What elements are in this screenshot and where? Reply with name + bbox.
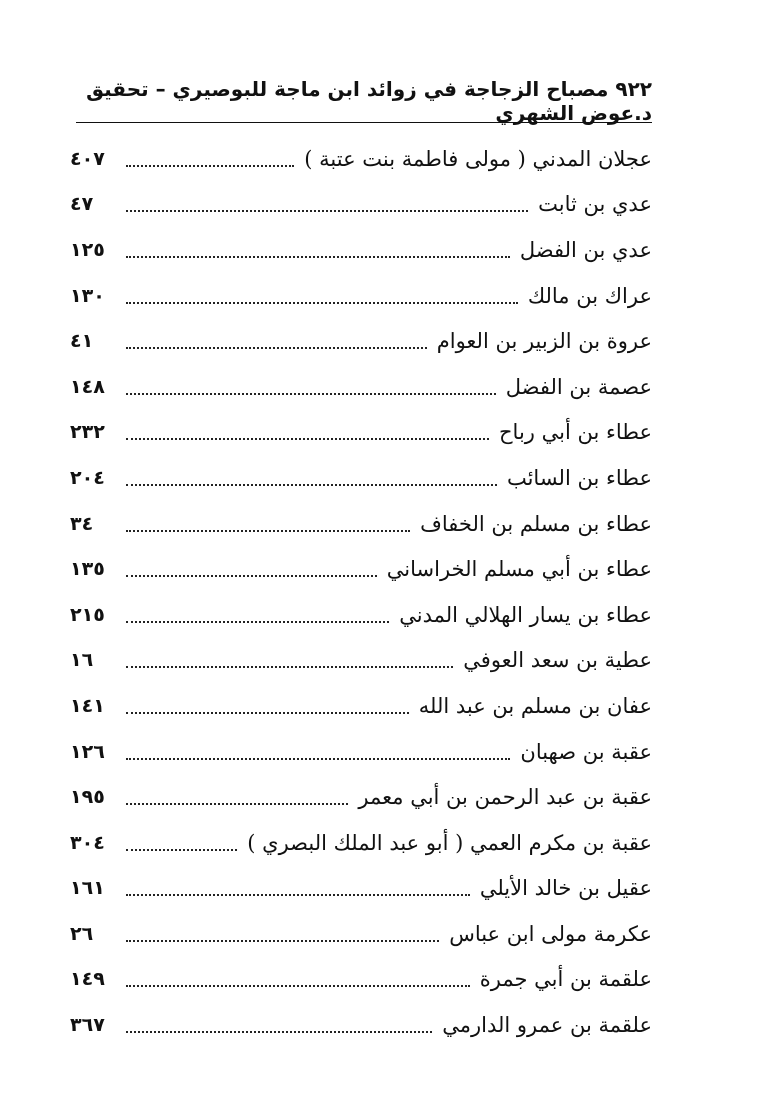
index-entry	[70, 501, 652, 547]
index-entry	[70, 364, 652, 410]
entry-leader-dots	[126, 712, 409, 714]
index-entry	[70, 957, 652, 1003]
entry-name: عراك بن مالك	[527, 283, 652, 308]
index-entry	[70, 820, 652, 866]
index-entry	[70, 774, 652, 820]
index-entry	[70, 273, 652, 319]
index-entry	[70, 227, 652, 273]
entry-name: عطية بن سعد العوفي	[463, 648, 652, 673]
entry-page-number: ٢٠٤	[70, 466, 105, 489]
entry-leader-dots	[126, 849, 237, 851]
entry-page-number: ٢١٥	[70, 603, 105, 626]
entry-name: عطاء بن مسلم بن الخفاف	[420, 511, 652, 536]
entry-name: علقمة بن عمرو الدارمي	[442, 1013, 652, 1038]
entry-page-number: ٣٤	[70, 512, 94, 535]
entry-leader-dots	[126, 347, 427, 349]
header-divider	[76, 122, 652, 123]
index-entries	[70, 136, 652, 1048]
running-header	[70, 77, 652, 125]
entry-page-number: ٢٣٢	[70, 421, 105, 444]
entry-name: عطاء بن أبي رباح	[498, 420, 652, 445]
index-entry	[70, 546, 652, 592]
index-entry	[70, 318, 652, 364]
index-entry	[70, 136, 652, 182]
entry-page-number: ١٣٠	[70, 284, 105, 307]
index-entry	[70, 638, 652, 684]
entry-page-number: ١٩٥	[70, 786, 105, 809]
entry-name: عقبة بن مكرم العمي ( أبو عبد الملك البصري )	[247, 830, 652, 855]
entry-leader-dots	[126, 666, 453, 668]
index-entry	[70, 866, 652, 912]
index-entry	[70, 911, 652, 957]
entry-leader-dots	[126, 393, 496, 395]
entry-page-number: ١٦١	[70, 877, 105, 900]
entry-leader-dots	[126, 940, 439, 942]
entry-page-number: ١٤١	[70, 694, 105, 717]
index-entry	[70, 1002, 652, 1048]
entry-leader-dots	[126, 438, 489, 440]
entry-leader-dots	[126, 1031, 432, 1033]
entry-name: عصمة بن الفضل	[505, 374, 652, 399]
entry-name: عكرمة مولى ابن عباس	[449, 921, 652, 946]
entry-leader-dots	[126, 484, 497, 486]
index-entry	[70, 410, 652, 456]
entry-leader-dots	[126, 302, 518, 304]
entry-leader-dots	[126, 210, 528, 212]
entry-page-number: ١٢٦	[70, 740, 105, 763]
header-title-line	[70, 77, 652, 125]
entry-page-number: ٣٦٧	[70, 1014, 105, 1037]
entry-leader-dots	[126, 256, 510, 258]
header-page-number: ٩٢٢	[615, 77, 652, 101]
entry-page-number: ١٣٥	[70, 558, 105, 581]
entry-leader-dots	[126, 530, 410, 532]
index-entry	[70, 182, 652, 228]
entry-name: علقمة بن أبي جمرة	[479, 967, 652, 992]
entry-leader-dots	[126, 621, 389, 623]
entry-page-number: ٤٧	[70, 193, 94, 216]
entry-page-number: ١٢٥	[70, 238, 105, 261]
header-title: مصباح الزجاجة في زوائد ابن ماجة للبوصيري – تحقيق د.عوض الشهري	[86, 77, 652, 125]
index-entry	[70, 592, 652, 638]
entry-name: عطاء بن أبي مسلم الخراساني	[386, 557, 652, 582]
entry-name: عطاء بن السائب	[506, 465, 652, 490]
entry-page-number: ٤١	[70, 330, 94, 353]
entry-name: عدي بن ثابت	[538, 192, 652, 217]
index-entry	[70, 729, 652, 775]
entry-page-number: ٢٦	[70, 922, 94, 945]
entry-page-number: ٤٠٧	[70, 147, 105, 170]
entry-page-number: ١٤٨	[70, 375, 105, 398]
entry-name: عقيل بن خالد الأيلي	[479, 876, 652, 901]
entry-leader-dots	[126, 803, 348, 805]
entry-leader-dots	[126, 894, 470, 896]
entry-name: عطاء بن يسار الهلالي المدني	[399, 602, 652, 627]
entry-name: عفان بن مسلم بن عبد الله	[418, 693, 652, 718]
index-entry	[70, 455, 652, 501]
entry-page-number: ١٦	[70, 649, 94, 672]
entry-name: عروة بن الزبير بن العوام	[436, 329, 652, 354]
index-page	[70, 77, 652, 1042]
entry-leader-dots	[126, 758, 510, 760]
entry-name: عقبة بن عبد الرحمن بن أبي معمر	[358, 785, 652, 810]
entry-name: عدي بن الفضل	[519, 237, 652, 262]
index-entry	[70, 683, 652, 729]
entry-name: عقبة بن صهبان	[520, 739, 652, 764]
entry-leader-dots	[126, 575, 377, 577]
entry-name: عجلان المدني ( مولى فاطمة بنت عتبة )	[304, 146, 652, 171]
entry-leader-dots	[126, 165, 294, 167]
entry-leader-dots	[126, 985, 470, 987]
entry-page-number: ١٤٩	[70, 968, 105, 991]
entry-page-number: ٣٠٤	[70, 831, 105, 854]
